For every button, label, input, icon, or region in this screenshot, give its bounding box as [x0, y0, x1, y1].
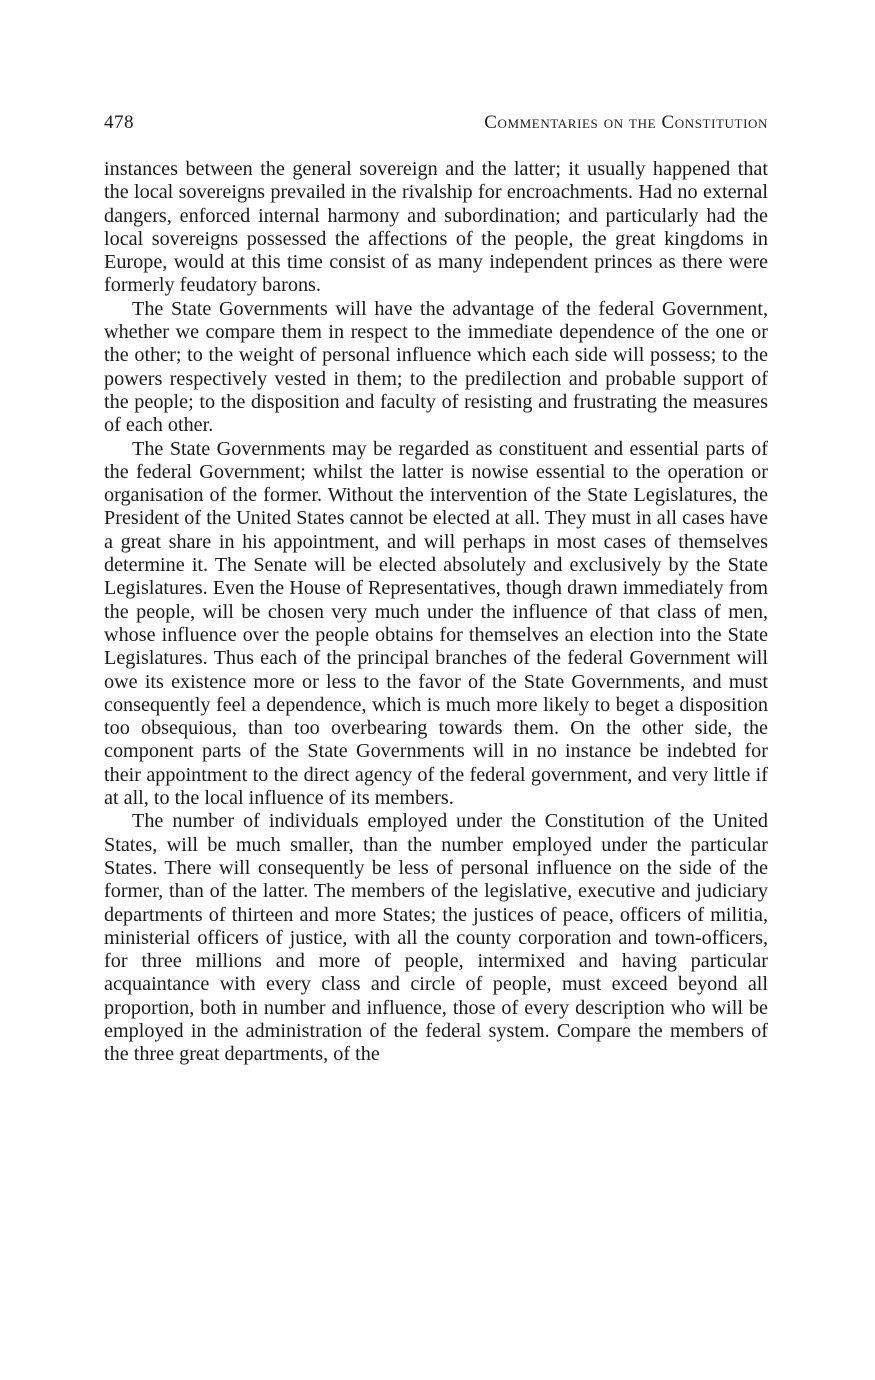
paragraph: The State Governments may be regarded as constituent and essential parts of the federal Government; whilst the latter is nowise essential to the operation or organisation of the former. Without the intervention of the State Legislatures, the President of the United States cannot be elected at all. They must in all cases have a great share in his appointment, and will perhaps in most cases of themselves determine it. The Senate will be elected absolutely and exclusively by the State Legislatures. Even the House of Representatives, though drawn immediately from the people, will be chosen very much under the influence of that class of men, whose influence over the people obtains for themselves an election into the State Legislatures. Thus each of the principal branches of the federal Government will owe its existence more or less to the favor of the State Governments, and must consequently feel a dependence, which is much more likely to beget a disposition too obsequious, than too overbearing towards them. On the other side, the component parts of the State Governments will in no instance be indebted for their appointment to the direct agency of the federal government, and very little if at all, to the local influence of its members. — [104, 437, 768, 810]
book-page — [104, 108, 768, 1067]
paragraph-continued: instances between the general sovereign and the latter; it usually happened that the local sovereigns prevailed in the rivalship for encroachments. Had no external dangers, enforced internal harmony and subordination; and particularly had the local sovereigns possessed the affections of the people, the great kingdoms in Europe, would at this time consist of as many independent princes as there were formerly feudatory barons. — [104, 158, 768, 297]
body-text — [104, 158, 768, 1067]
running-title: Commentaries on the Constitution — [484, 112, 768, 133]
page-number: 478 — [104, 112, 134, 133]
paragraph: The number of individuals employed under the Constitution of the United States, will be much smaller, than the number employed under the particular States. There will consequently be less of personal influence on the side of the former, than of the latter. The members of the legislative, executive and judiciary departments of thirteen and more States; the justices of peace, officers of militia, ministerial officers of justice, with all the county corporation and town-officers, for three millions and more of people, intermixed and having particular acquaintance with every class and circle of people, must exceed beyond all proportion, both in number and influence, those of every description who will be employed in the administration of the federal system. Compare the members of the three great departments, of the — [104, 810, 768, 1066]
paragraph: The State Governments will have the advantage of the federal Government, whether we compare them in respect to the immediate dependence of the one or the other; to the weight of personal influence which each side will possess; to the powers respectively vested in them; to the predilection and probable support of the people; to the disposition and faculty of resisting and frustrating the measures of each other. — [104, 297, 768, 437]
running-head — [104, 108, 768, 138]
